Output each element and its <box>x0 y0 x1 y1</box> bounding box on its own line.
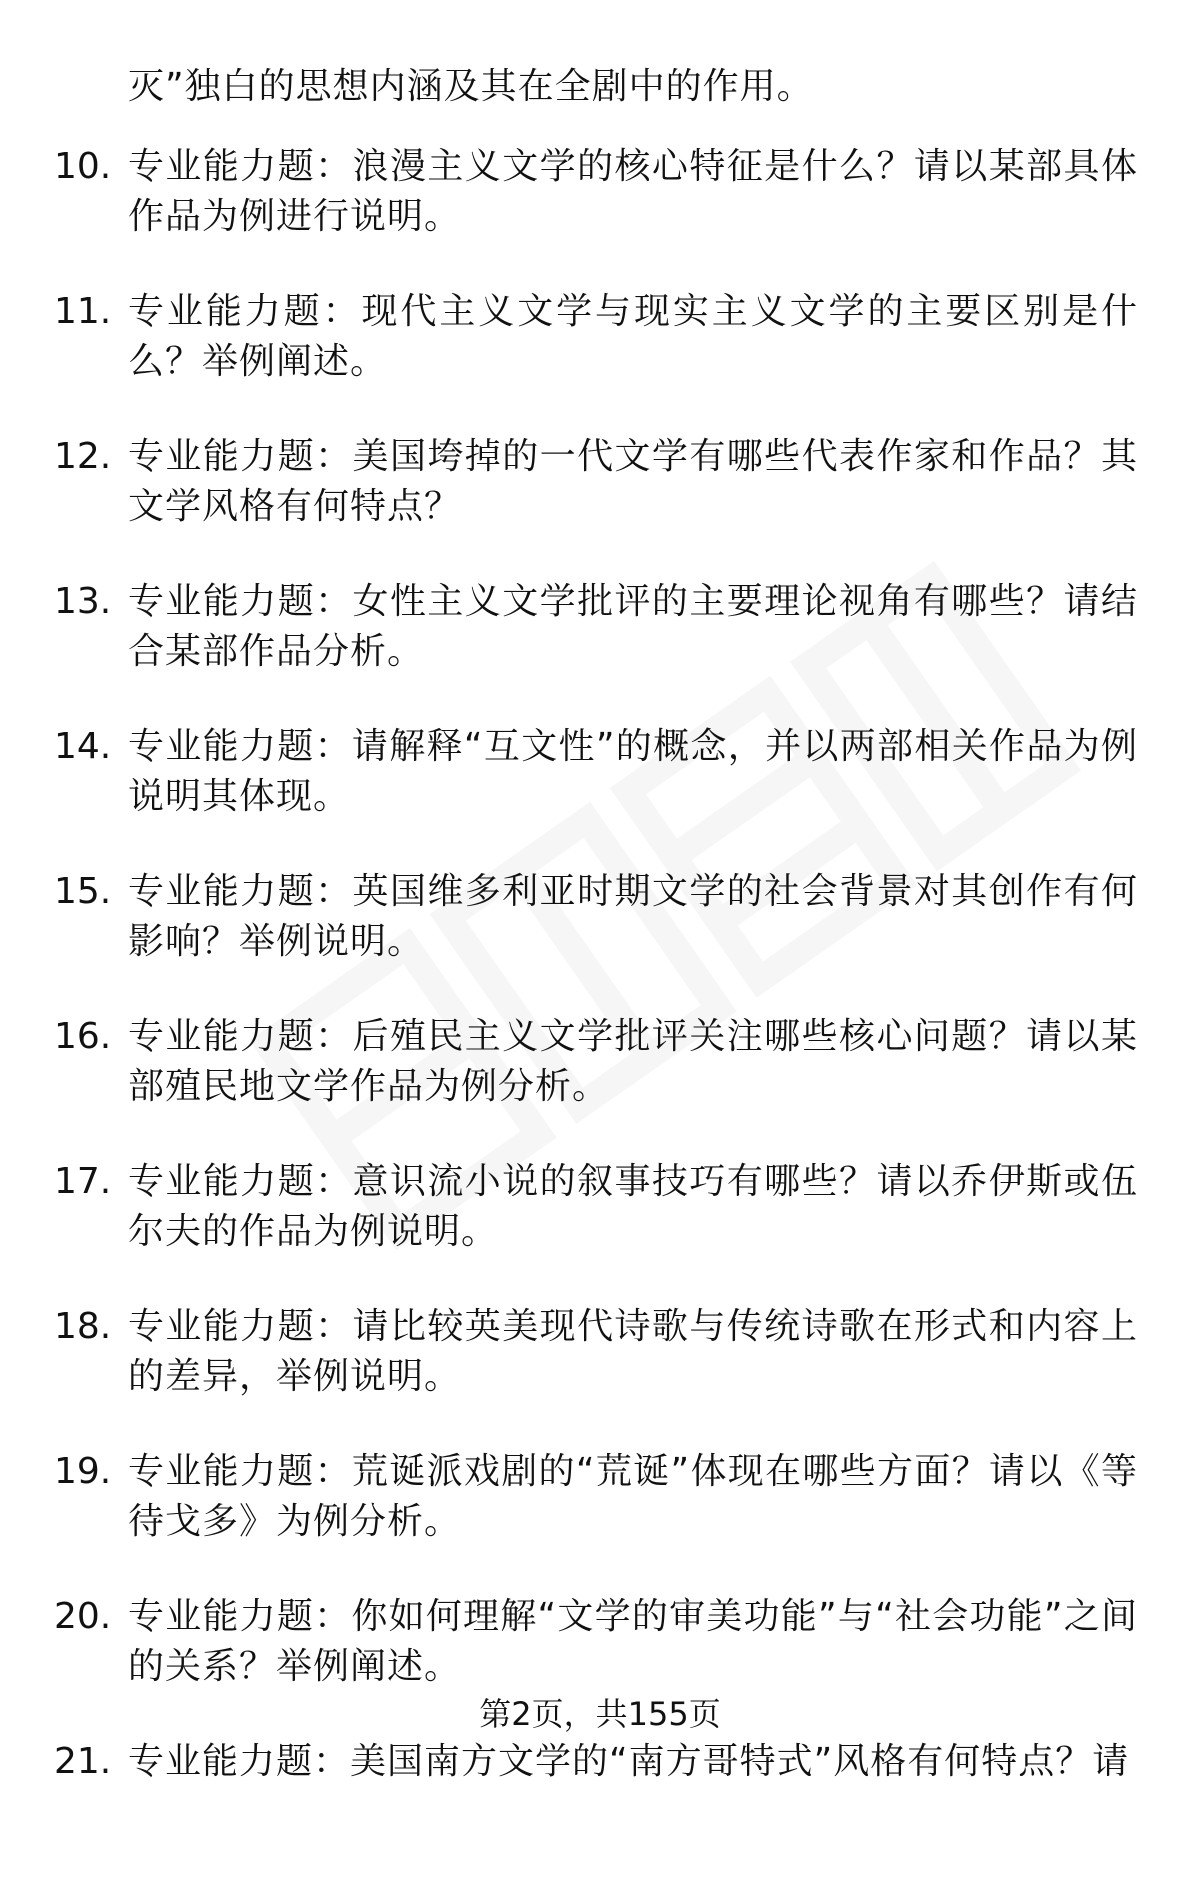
question-item <box>0 867 1200 1012</box>
question-number: 16. <box>54 1016 112 1057</box>
question-number: 21. <box>54 1741 112 1782</box>
question-number: 15. <box>54 871 112 912</box>
continued-question-text: 灭”独白的思想内涵及其在全剧中的作用。 <box>128 66 814 107</box>
question-item <box>0 1012 1200 1157</box>
question-number: 13. <box>54 581 112 622</box>
question-text: 专业能力题：英国维多利亚时期文学的社会背景对其创作有何影响？举例说明。 <box>128 871 1138 962</box>
question-item <box>0 432 1200 577</box>
question-number: 20. <box>54 1596 112 1637</box>
question-text: 专业能力题：美国垮掉的一代文学有哪些代表作家和作品？其文学风格有何特点？ <box>128 436 1138 527</box>
question-number: 18. <box>54 1306 112 1347</box>
question-text: 专业能力题：请比较英美现代诗歌与传统诗歌在形式和内容上的差异，举例说明。 <box>128 1306 1138 1397</box>
question-text: 专业能力题：美国南方文学的“南方哥特式”风格有何特点？请 <box>128 1741 1130 1782</box>
question-number: 14. <box>54 726 112 767</box>
question-text: 专业能力题：浪漫主义文学的核心特征是什么？请以某部具体作品为例进行说明。 <box>128 146 1138 237</box>
question-number: 17. <box>54 1161 112 1202</box>
question-number: 11. <box>54 291 112 332</box>
question-text: 专业能力题：女性主义文学批评的主要理论视角有哪些？请结合某部作品分析。 <box>128 581 1138 672</box>
question-number: 12. <box>54 436 112 477</box>
question-item <box>0 1157 1200 1302</box>
question-item <box>0 1447 1200 1592</box>
question-item <box>0 1302 1200 1447</box>
question-item <box>0 577 1200 722</box>
question-item <box>0 722 1200 867</box>
question-text: 专业能力题：荒诞派戏剧的“荒诞”体现在哪些方面？请以《等待戈多》为例分析。 <box>128 1451 1138 1542</box>
page-number-footer: 第2页，共155页 <box>479 1695 721 1733</box>
question-text: 专业能力题：后殖民主义文学批评关注哪些核心问题？请以某部殖民地文学作品为例分析。 <box>128 1016 1138 1107</box>
question-text: 专业能力题：你如何理解“文学的审美功能”与“社会功能”之间的关系？举例阐述。 <box>128 1596 1138 1687</box>
question-item <box>0 1737 1200 1882</box>
question-item <box>0 142 1200 287</box>
question-item <box>0 287 1200 432</box>
question-text: 专业能力题：现代主义文学与现实主义文学的主要区别是什么？举例阐述。 <box>128 291 1138 382</box>
question-number: 19. <box>54 1451 112 1492</box>
question-text: 专业能力题：意识流小说的叙事技巧有哪些？请以乔伊斯或伍尔夫的作品为例说明。 <box>128 1161 1138 1252</box>
question-list <box>0 142 1200 1882</box>
question-number: 10. <box>54 146 112 187</box>
question-text: 专业能力题：请解释“互文性”的概念，并以两部相关作品为例说明其体现。 <box>128 726 1138 817</box>
